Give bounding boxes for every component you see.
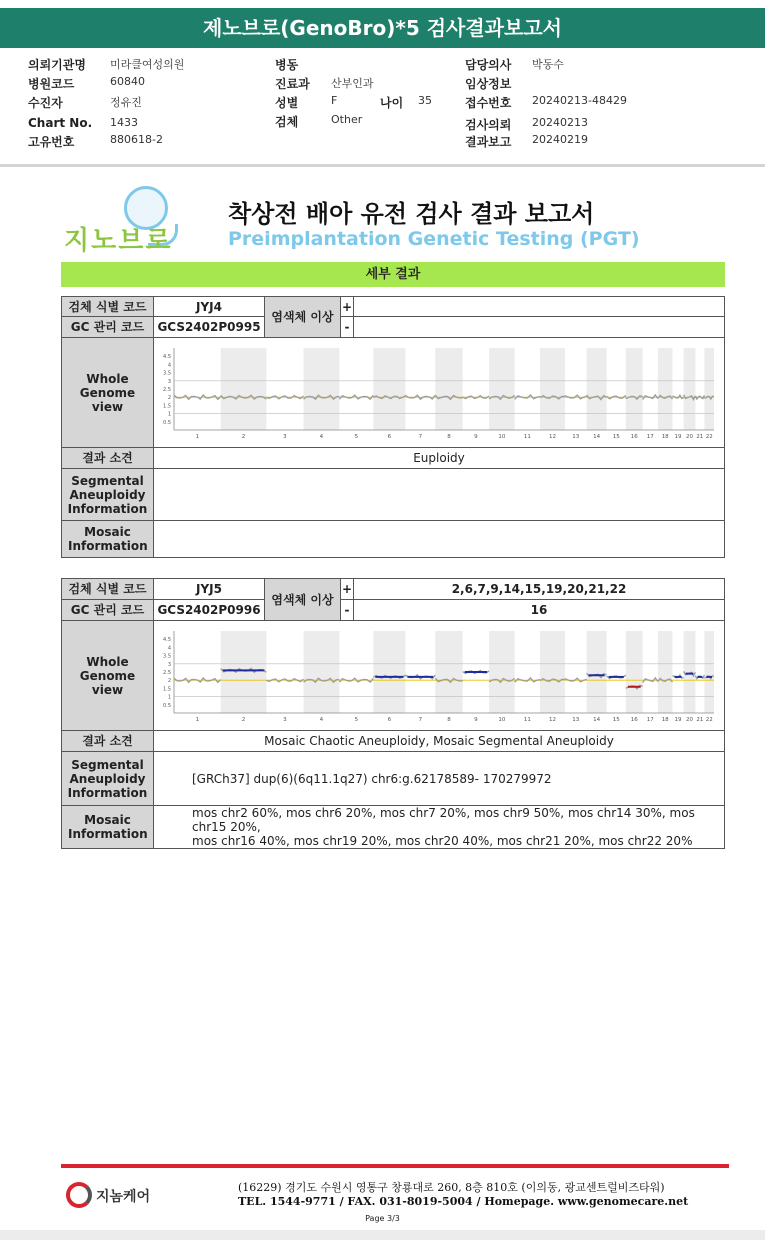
mosaic-line-2: mos chr16 40%, mos chr19 20%, mos chr20 40%, mos chr21 20%, mos chr22 20% xyxy=(192,834,693,848)
clinical-info-label: 임상정보 xyxy=(465,77,512,91)
x-tick-label: 16 xyxy=(630,717,638,723)
chromosome-band xyxy=(704,348,714,430)
chromosome-band xyxy=(489,348,515,430)
hospital-code-label: 병원코드 xyxy=(28,77,75,91)
gain-chromosomes: 2,6,7,9,14,15,19,20,21,22 xyxy=(354,579,725,600)
company-address xyxy=(238,1181,688,1209)
whole-genome-chart xyxy=(156,625,718,725)
x-tick-label: 10 xyxy=(498,717,506,723)
y-tick-label: 3 xyxy=(167,378,171,385)
doctor-value: 박동수 xyxy=(532,58,564,71)
footer-divider xyxy=(61,1164,729,1168)
x-tick-label: 2 xyxy=(241,434,246,440)
unique-id-label: 고유번호 xyxy=(28,135,75,149)
x-tick-label: 11 xyxy=(523,434,531,440)
segmental-value xyxy=(154,469,725,521)
patient-value: 정유진 xyxy=(110,96,142,109)
x-tick-label: 4 xyxy=(319,434,324,440)
contact-line: TEL. 1544-9771 / FAX. 031-8019-5004 / Homepage. www.genomecare.net xyxy=(238,1195,689,1208)
x-tick-label: 10 xyxy=(498,434,506,440)
mosaic-label: Mosaic Information xyxy=(62,806,154,849)
gain-sign: + xyxy=(341,579,354,600)
x-tick-label: 15 xyxy=(612,717,620,723)
copy-number-trace xyxy=(565,678,587,682)
x-tick-label: 14 xyxy=(593,717,601,723)
x-tick-label: 6 xyxy=(387,717,392,723)
y-tick-label: 1.5 xyxy=(163,686,171,693)
specimen-value: Other xyxy=(331,113,363,126)
mosaic-line-1: mos chr2 60%, mos chr6 20%, mos chr7 20%, mos chr9 50%, mos chr14 30%, mos chr15 20%, xyxy=(192,806,695,834)
sex-label: 성별 xyxy=(275,96,299,110)
x-tick-label: 6 xyxy=(387,434,392,440)
department-value: 산부인과 xyxy=(331,77,374,90)
chrom-abnormal-label: 염색체 이상 xyxy=(265,579,341,621)
y-tick-label: 3.5 xyxy=(163,370,171,377)
chromosome-band xyxy=(658,631,673,713)
receipt-no-label: 접수번호 xyxy=(465,96,512,110)
result-table-sample-1 xyxy=(61,296,725,558)
y-tick-label: 3.5 xyxy=(163,653,171,660)
request-date-value: 20240213 xyxy=(532,116,588,129)
request-date-label: 검사의뢰 xyxy=(465,118,512,132)
x-tick-label: 3 xyxy=(283,434,287,440)
chromosome-band xyxy=(304,348,340,430)
gain-chromosomes xyxy=(354,297,725,317)
chart-no-label: Chart No. xyxy=(28,116,93,130)
segmental-value: [GRCh37] dup(6)(6q11.1q27) chr6:g.62178589- 170279972 xyxy=(154,752,725,806)
sample-id-value: JYJ4 xyxy=(154,297,265,317)
y-tick-label: 4.5 xyxy=(163,637,171,644)
institution-label: 의뢰기관명 xyxy=(28,58,86,72)
unique-id-value: 880618-2 xyxy=(110,133,163,146)
loss-sign: - xyxy=(341,600,354,621)
chromosome-band xyxy=(684,631,696,713)
x-tick-label: 5 xyxy=(354,434,359,440)
sample-id-value: JYJ5 xyxy=(154,579,265,600)
y-tick-label: 3 xyxy=(167,661,171,668)
report-date-label: 결과보고 xyxy=(465,135,512,149)
y-tick-label: 1 xyxy=(167,694,171,701)
copy-number-trace xyxy=(565,395,587,399)
x-tick-label: 17 xyxy=(646,717,654,723)
x-tick-label: 11 xyxy=(523,717,531,723)
x-tick-label: 1 xyxy=(195,717,200,723)
chromosome-band xyxy=(658,348,673,430)
specimen-label: 검체 xyxy=(275,115,299,129)
x-tick-label: 18 xyxy=(661,434,669,440)
x-tick-label: 13 xyxy=(572,717,580,723)
x-tick-label: 15 xyxy=(612,434,620,440)
chromosome-band xyxy=(489,631,515,713)
gc-code-value: GCS2402P0996 xyxy=(154,600,265,621)
x-tick-label: 9 xyxy=(474,717,478,723)
chromosome-band xyxy=(587,348,607,430)
x-tick-label: 20 xyxy=(686,717,694,723)
x-tick-label: 4 xyxy=(319,717,324,723)
x-tick-label: 17 xyxy=(646,434,654,440)
chart-no-value: 1433 xyxy=(110,116,138,129)
y-tick-label: 2 xyxy=(167,395,171,402)
x-tick-label: 21 xyxy=(696,717,704,723)
department-label: 진료과 xyxy=(275,77,310,91)
chromosome-band xyxy=(435,348,462,430)
age-value: 35 xyxy=(418,94,432,107)
ward-label: 병동 xyxy=(275,58,299,72)
finding-value: Mosaic Chaotic Aneuploidy, Mosaic Segmental Aneuploidy xyxy=(154,731,725,752)
x-tick-label: 19 xyxy=(674,717,682,723)
chromosome-band xyxy=(221,631,267,713)
x-tick-label: 1 xyxy=(195,434,200,440)
y-tick-label: 4 xyxy=(167,645,171,652)
whole-genome-chart xyxy=(156,342,718,442)
report-date-value: 20240219 xyxy=(532,133,588,146)
patient-label: 수진자 xyxy=(28,96,63,110)
gc-code-label: GC 관리 코드 xyxy=(62,317,154,338)
finding-label: 결과 소견 xyxy=(62,731,154,752)
report-banner: 제노브로(GenoBro)*5 검사결과보고서 xyxy=(0,8,765,48)
segmental-label: Segmental Aneuploidy Information xyxy=(62,752,154,806)
report-subtitle: Preimplantation Genetic Testing (PGT) xyxy=(228,228,640,250)
report-title: 착상전 배아 유전 검사 결과 보고서 xyxy=(228,200,595,228)
finding-label: 결과 소견 xyxy=(62,448,154,469)
y-tick-label: 1.5 xyxy=(163,403,171,410)
whole-genome-label: Whole Genome view xyxy=(62,621,154,731)
mosaic-label: Mosaic Information xyxy=(62,521,154,558)
sample-id-label: 검체 식별 코드 xyxy=(62,579,154,600)
doctor-label: 담당의사 xyxy=(465,58,512,72)
receipt-no-value: 20240213-48429 xyxy=(532,94,627,107)
chromosome-band xyxy=(221,348,267,430)
y-tick-label: 0.5 xyxy=(163,419,171,426)
address-line: (16229) 경기도 수원시 영통구 창룡대로 260, 8층 810호 (이의동, 광교센트럴비즈타워) xyxy=(238,1181,665,1194)
hospital-code-value: 60840 xyxy=(110,75,145,88)
x-tick-label: 2 xyxy=(241,717,246,723)
x-tick-label: 3 xyxy=(283,717,287,723)
y-tick-label: 2 xyxy=(167,678,171,685)
gc-code-label: GC 관리 코드 xyxy=(62,600,154,621)
result-table-sample-2 xyxy=(61,578,725,849)
chromosome-band xyxy=(626,348,643,430)
chromosome-band xyxy=(684,348,696,430)
x-tick-label: 19 xyxy=(674,434,682,440)
chromosome-band xyxy=(704,631,714,713)
x-tick-label: 21 xyxy=(696,434,704,440)
page-number: Page 3/3 xyxy=(365,1214,400,1223)
x-tick-label: 22 xyxy=(705,717,713,723)
loss-chromosomes xyxy=(354,317,725,338)
y-tick-label: 0.5 xyxy=(163,702,171,709)
age-label: 나이 xyxy=(380,96,404,110)
y-tick-label: 4 xyxy=(167,362,171,369)
page-bottom-margin xyxy=(0,1230,765,1240)
y-tick-label: 4.5 xyxy=(163,354,171,361)
copy-number-trace xyxy=(339,678,373,682)
copy-number-trace xyxy=(695,395,704,399)
whole-genome-label: Whole Genome view xyxy=(62,338,154,448)
loss-sign: - xyxy=(341,317,354,338)
institution-value: 미라클여성의원 xyxy=(110,58,185,71)
x-tick-label: 7 xyxy=(418,434,423,440)
y-tick-label: 2.5 xyxy=(163,387,171,393)
x-tick-label: 20 xyxy=(686,434,694,440)
chrom-abnormal-label: 염색체 이상 xyxy=(265,297,341,338)
chromosome-band xyxy=(435,631,462,713)
x-tick-label: 9 xyxy=(474,434,478,440)
x-tick-label: 8 xyxy=(447,717,451,723)
chromosome-band xyxy=(626,631,643,713)
segmental-label: Segmental Aneuploidy Information xyxy=(62,469,154,521)
mosaic-value xyxy=(154,521,725,558)
x-tick-label: 14 xyxy=(593,434,601,440)
chromosome-band xyxy=(540,631,565,713)
x-tick-label: 8 xyxy=(447,434,451,440)
loss-chromosomes: 16 xyxy=(354,600,725,621)
x-tick-label: 7 xyxy=(418,717,423,723)
genomecare-g-icon xyxy=(66,1182,92,1208)
chromosome-band xyxy=(540,348,565,430)
x-tick-label: 5 xyxy=(354,717,359,723)
chromosome-band xyxy=(304,631,340,713)
sample-id-label: 검체 식별 코드 xyxy=(62,297,154,317)
chromosome-band xyxy=(373,348,405,430)
copy-number-trace xyxy=(339,395,373,399)
mosaic-value xyxy=(154,806,725,849)
x-tick-label: 18 xyxy=(661,717,669,723)
company-name: 지놈케어 xyxy=(96,1189,151,1205)
genobro-logo: 지노브로 xyxy=(64,226,173,256)
section-header: 세부 결과 xyxy=(61,262,725,287)
y-tick-label: 2.5 xyxy=(163,670,171,676)
chromosome-band xyxy=(587,631,607,713)
x-tick-label: 12 xyxy=(548,434,556,440)
gain-sign: + xyxy=(341,297,354,317)
header-divider xyxy=(0,164,765,167)
sex-value: F xyxy=(331,94,338,107)
chromosome-band xyxy=(373,631,405,713)
gc-code-value: GCS2402P0995 xyxy=(154,317,265,338)
x-tick-label: 22 xyxy=(705,434,713,440)
x-tick-label: 13 xyxy=(572,434,580,440)
x-tick-label: 16 xyxy=(630,434,638,440)
finding-value: Euploidy xyxy=(154,448,725,469)
y-tick-label: 1 xyxy=(167,411,171,418)
x-tick-label: 12 xyxy=(548,717,556,723)
